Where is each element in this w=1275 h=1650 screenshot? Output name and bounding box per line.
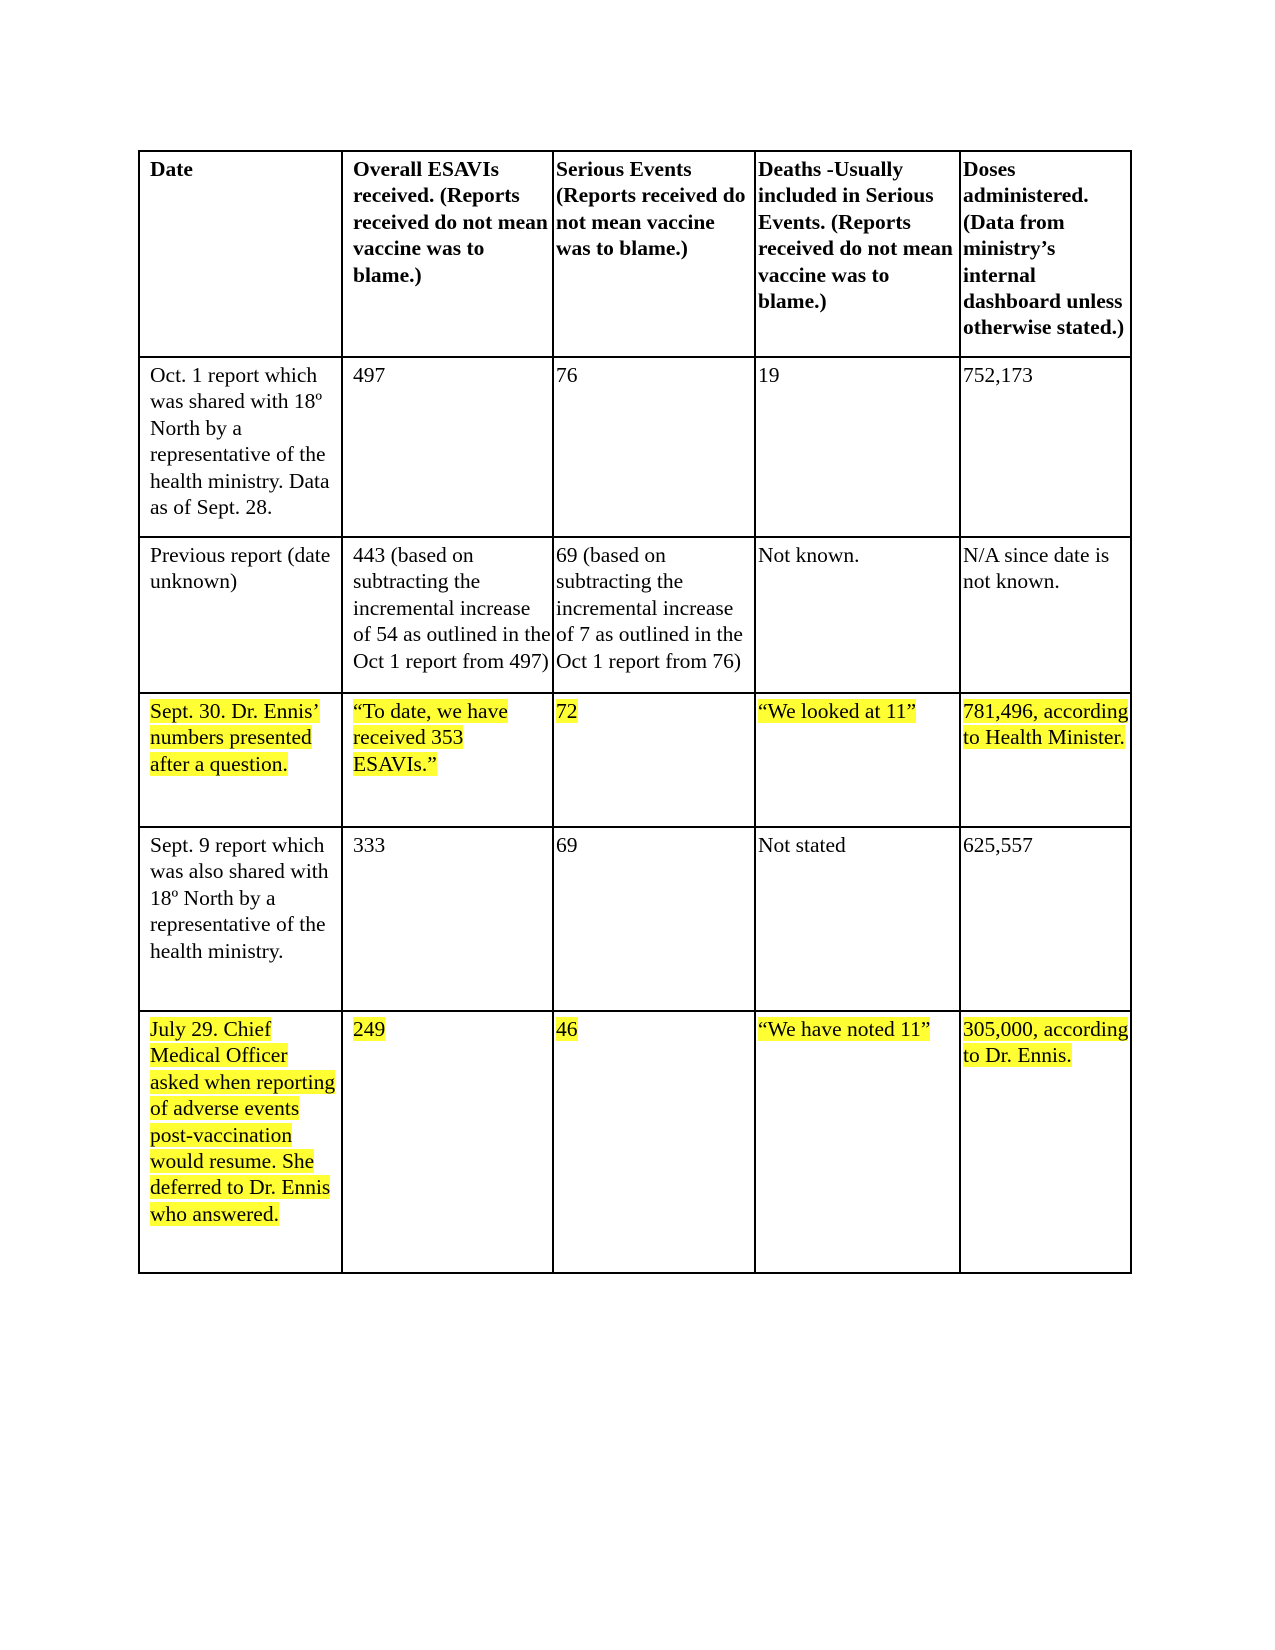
cell-overall: 333	[342, 827, 553, 1011]
cell-serious	[553, 693, 755, 827]
cell-doses: 752,173	[960, 357, 1131, 537]
esavi-comparison-table	[138, 150, 1132, 1274]
cell-doses	[960, 1011, 1131, 1273]
highlight-mark: “We have noted 11”	[758, 1017, 931, 1041]
cell-overall: 443 (based on subtracting the incremental increase of 54 as outlined in the Oct 1 report from 497)	[342, 537, 553, 693]
highlight-mark: 46	[556, 1017, 578, 1041]
cell-deaths: 19	[755, 357, 960, 537]
cell-overall	[342, 693, 553, 827]
header-deaths: Deaths -Usually included in Serious Events. (Reports received do not mean vaccine was to blame.)	[755, 151, 960, 357]
highlight-mark: Sept. 30. Dr. Ennis’ numbers presented after a question.	[150, 699, 320, 776]
cell-serious: 76	[553, 357, 755, 537]
highlight-mark: “To date, we have received 353 ESAVIs.”	[353, 699, 508, 776]
cell-serious: 69	[553, 827, 755, 1011]
cell-overall: 497	[342, 357, 553, 537]
cell-deaths	[755, 1011, 960, 1273]
header-date: Date	[139, 151, 342, 357]
cell-serious	[553, 1011, 755, 1273]
cell-serious: 69 (based on subtracting the incremental increase of 7 as outlined in the Oct 1 report from 76)	[553, 537, 755, 693]
cell-doses: 625,557	[960, 827, 1131, 1011]
table-row-highlighted	[139, 693, 1131, 827]
cell-deaths	[755, 693, 960, 827]
cell-date: Oct. 1 report which was shared with 18º North by a representative of the health ministry. Data as of Sept. 28.	[139, 357, 342, 537]
table-row	[139, 357, 1131, 537]
header-serious-events: Serious Events (Reports received do not mean vaccine was to blame.)	[553, 151, 755, 357]
table-row	[139, 827, 1131, 1011]
cell-date: Previous report (date unknown)	[139, 537, 342, 693]
table-row-highlighted	[139, 1011, 1131, 1273]
header-overall-esavis: Overall ESAVIs received. (Reports received do not mean vaccine was to blame.)	[342, 151, 553, 357]
cell-overall	[342, 1011, 553, 1273]
highlight-mark: 249	[353, 1017, 386, 1041]
highlight-mark: 305,000, according to Dr. Ennis.	[963, 1017, 1129, 1068]
highlight-mark: 781,496, according to Health Minister.	[963, 699, 1129, 750]
header-row	[139, 151, 1131, 357]
highlight-mark: “We looked at 11”	[758, 699, 917, 723]
table-row	[139, 537, 1131, 693]
cell-doses	[960, 693, 1131, 827]
cell-doses: N/A since date is not known.	[960, 537, 1131, 693]
cell-date: Sept. 9 report which was also shared with 18º North by a representative of the health ministry.	[139, 827, 342, 1011]
header-doses: Doses administered. (Data from ministry’s internal dashboard unless otherwise stated.)	[960, 151, 1131, 357]
cell-deaths: Not known.	[755, 537, 960, 693]
highlight-mark: July 29. Chief Medical Officer asked when reporting of adverse events post-vaccination would resume. She deferred to Dr. Ennis who answered.	[150, 1017, 336, 1226]
cell-date	[139, 693, 342, 827]
highlight-mark: 72	[556, 699, 578, 723]
cell-deaths: Not stated	[755, 827, 960, 1011]
cell-date	[139, 1011, 342, 1273]
